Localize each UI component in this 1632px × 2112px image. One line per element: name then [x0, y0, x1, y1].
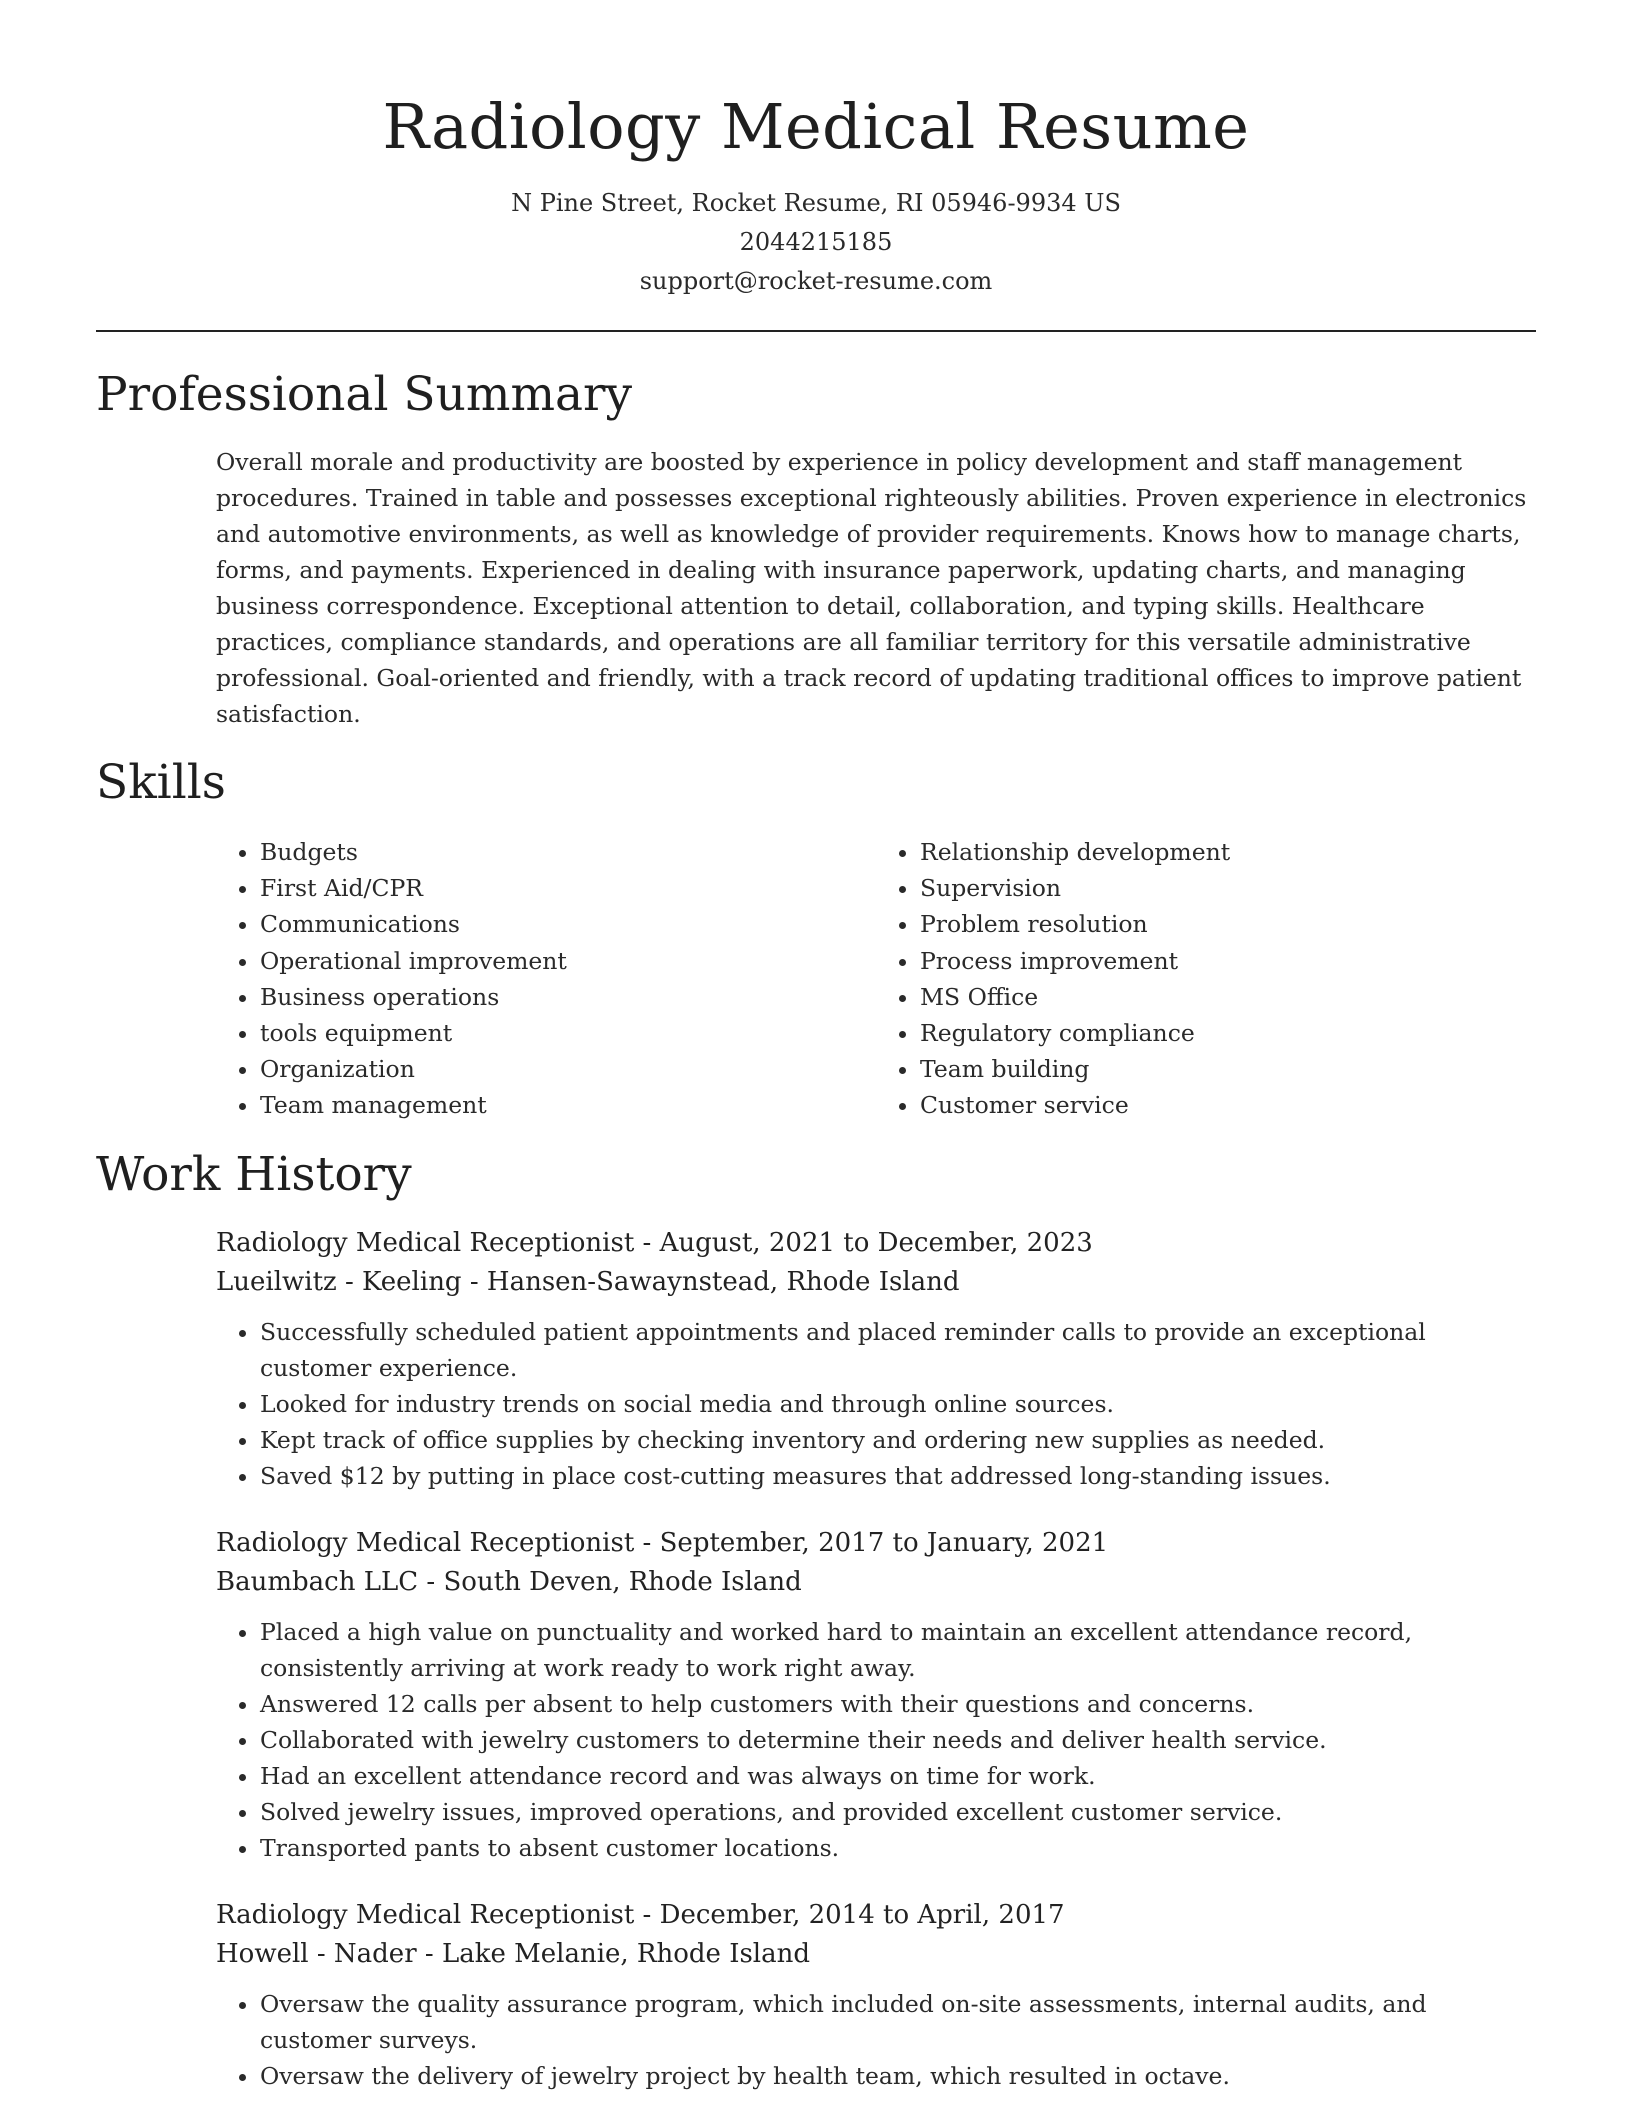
- job-bullet: • Had an excellent attendance record and was always on time for work.: [260, 1758, 1536, 1794]
- job-company: Baumbach LLC: [216, 1566, 419, 1597]
- job-title: Radiology Medical Receptionist: [216, 1527, 635, 1558]
- job-bullet: • Placed a high value on punctuality and worked hard to maintain an excellent attendance record, consistently arriving at work ready to work right away.: [260, 1614, 1536, 1686]
- skill-item: • Customer service: [920, 1087, 1536, 1123]
- job-company: Howell - Nader: [216, 1938, 417, 1969]
- contact-block: [96, 184, 1536, 301]
- job-title: Radiology Medical Receptionist: [216, 1899, 635, 1930]
- skills-grid: [216, 834, 1536, 1124]
- job-location: Hansen-Sawaynstead, Rhode Island: [486, 1266, 960, 1297]
- skill-item: • Business operations: [260, 979, 876, 1015]
- summary-text: Overall morale and productivity are boosted by experience in policy development and staff management procedures. Trained in table and possesses exceptional righteously abilities. Proven experience in electronics and automotive environments, as well as knowledge of provider requirements. Knows how to manage charts, forms, and payments. Experienced in dealing with insurance paperwork, updating charts, and managing business correspondence. Exceptional attention to detail, collaboration, and typing skills. Healthcare practices, compliance standards, and operations are all familiar territory for this versatile administrative professional. Goal-oriented and friendly, with a track record of updating traditional offices to improve patient satisfaction.: [216, 448, 1527, 728]
- job-title-line: Radiology Medical Receptionist - August, 2021 to December, 2023: [216, 1227, 1093, 1258]
- job-entry: [216, 1896, 1536, 2094]
- skill-item: • Team building: [920, 1051, 1536, 1087]
- job-bullet: • Looked for industry trends on social media and through online sources.: [260, 1386, 1536, 1422]
- contact-email: support@rocket-resume.com: [639, 267, 993, 295]
- job-bullet: • Oversaw the delivery of jewelry project by health team, which resulted in octave.: [260, 2058, 1536, 2094]
- job-bullet: • Kept track of office supplies by checking inventory and ordering new supplies as needed.: [260, 1422, 1536, 1458]
- job-entry: [216, 1524, 1536, 1866]
- skill-item: • Communications: [260, 906, 876, 942]
- job-bullet: • Collaborated with jewelry customers to determine their needs and deliver health service.: [260, 1722, 1536, 1758]
- job-dates: September, 2017 to January, 2021: [659, 1527, 1109, 1558]
- resume-header: [96, 0, 1536, 301]
- job-title-line: Radiology Medical Receptionist - December, 2014 to April, 2017: [216, 1899, 1065, 1930]
- skill-item: • MS Office: [920, 979, 1536, 1015]
- job-bullet: • Answered 12 calls per absent to help customers with their questions and concerns.: [260, 1686, 1536, 1722]
- work-history-heading: Work History: [96, 1146, 412, 1202]
- skill-item: • Team management: [260, 1087, 876, 1123]
- skill-item: • First Aid/CPR: [260, 870, 876, 906]
- job-dates: August, 2021 to December, 2023: [659, 1227, 1093, 1258]
- skills-section: [96, 752, 1536, 1124]
- job-bullets: [216, 1314, 1536, 1494]
- skill-item: • Problem resolution: [920, 906, 1536, 942]
- job-company-line: Baumbach LLC - South Deven, Rhode Island: [216, 1566, 802, 1597]
- job-company-line: Lueilwitz - Keeling - Hansen-Sawaynstead, Rhode Island: [216, 1266, 960, 1297]
- skill-item: • Process improvement: [920, 943, 1536, 979]
- job-bullet: • Transported pants to absent customer locations.: [260, 1830, 1536, 1866]
- job-location: Lake Melanie, Rhode Island: [441, 1938, 811, 1969]
- header-divider: [96, 330, 1536, 332]
- job-bullet: • Solved jewelry issues, improved operations, and provided excellent customer service.: [260, 1794, 1536, 1830]
- summary-heading: Professional Summary: [96, 367, 633, 422]
- job-bullet: • Saved $12 by putting in place cost-cutting measures that addressed long-standing issues.: [260, 1458, 1536, 1494]
- job-bullets: [216, 1986, 1536, 2094]
- skill-item: • Regulatory compliance: [920, 1015, 1536, 1051]
- job-bullet: • Oversaw the quality assurance program, which included on-site assessments, internal audits, and customer surveys.: [260, 1986, 1536, 2058]
- job-company-line: Howell - Nader - Lake Melanie, Rhode Island: [216, 1938, 811, 1969]
- job-title-line: Radiology Medical Receptionist - September, 2017 to January, 2021: [216, 1527, 1109, 1558]
- skill-item: • tools equipment: [260, 1015, 876, 1051]
- job-bullet: • Successfully scheduled patient appointments and placed reminder calls to provide an exceptional customer experience.: [260, 1314, 1536, 1386]
- job-company: Lueilwitz - Keeling: [216, 1266, 462, 1297]
- skill-item: • Budgets: [260, 834, 876, 870]
- job-dates: December, 2014 to April, 2017: [659, 1899, 1065, 1930]
- contact-address: N Pine Street, Rocket Resume, RI 05946-9934 US: [511, 189, 1121, 217]
- job-location: South Deven, Rhode Island: [443, 1566, 802, 1597]
- job-title: Radiology Medical Receptionist: [216, 1227, 635, 1258]
- skills-list-left: [216, 834, 876, 1124]
- job-bullets: [216, 1614, 1536, 1866]
- job-entry: [216, 1224, 1536, 1494]
- summary-section: [96, 364, 1536, 732]
- skills-list-right: [876, 834, 1536, 1124]
- skills-heading: Skills: [96, 755, 226, 810]
- skill-item: • Supervision: [920, 870, 1536, 906]
- skill-item: • Relationship development: [920, 834, 1536, 870]
- resume-title: Radiology Medical Resume: [382, 90, 1250, 163]
- work-history-section: [96, 1144, 1536, 2094]
- contact-phone: 2044215185: [739, 228, 893, 256]
- skill-item: • Operational improvement: [260, 943, 876, 979]
- skill-item: • Organization: [260, 1051, 876, 1087]
